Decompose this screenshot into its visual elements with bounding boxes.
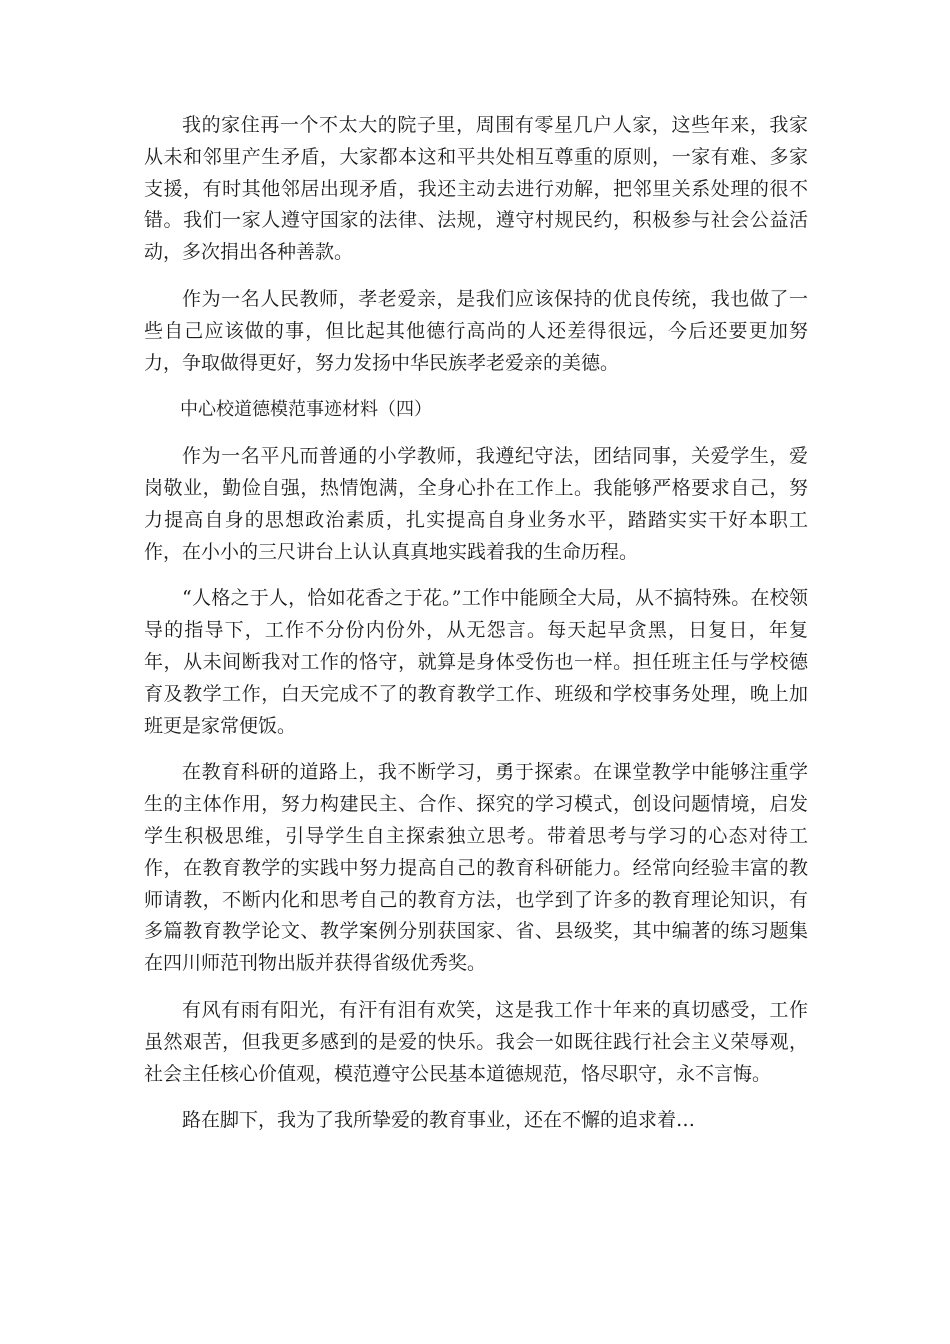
paragraph-ten-years: 有风有雨有阳光，有汗有泪有欢笑，这是我工作十年来的真切感受，工作虽然艰苦，但我更多感到的是爱的快乐。我会一如既往践行社会主义荣辱观，社会主任核心价值观，模范遵守公民基本道德规范，恪尽职守，永不言悔。 — [144, 998, 808, 1085]
paragraph-filial-piety: 作为一名人民教师，孝老爱亲，是我们应该保持的优良传统，我也做了一些自己应该做的事，但比起其他德行高尚的人还差得很远，今后还要更加努力，争取做得更好，努力发扬中华民族孝老爱亲的美德。 — [144, 287, 808, 374]
paragraph-education-research: 在教育科研的道路上，我不断学习，勇于探索。在课堂教学中能够注重学生的主体作用，努力构建民主、合作、探究的学习模式，创设问题情境，启发学生积极思维，引导学生自主探索独立思考。带着思考与学习的心态对待工作，在教育教学的实践中努力提高自己的教育科研能力。经常向经验丰富的教师请教，不断内化和思考自己的教育方法，也学到了许多的教育理论知识，有多篇教育教学论文、教学案例分别获国家、省、县级奖，其中编著的练习题集在四川师范刊物出版并获得省级优秀奖。 — [144, 761, 808, 975]
paragraph-closing: 路在脚下，我为了我所挚爱的教育事业，还在不懈的追求着… — [182, 1109, 696, 1132]
section-title: 中心校道德模范事迹材料（四） — [180, 399, 432, 421]
paragraph-character-quote: “人格之于人，恰如花香之于花。”工作中能顾全大局，从不搞特殊。在校领导的指导下，工作不分份内份外，从无怨言。每天起早贪黑，日复日，年复年，从未间断我对工作的恪守，就算是身体受伤也一样。担任班主任与学校德育及教学工作，白天完成不了的教育教学工作、班级和学校事务处理，晚上加班更是家常便饭。 — [144, 587, 808, 737]
paragraph-neighbors: 我的家住再一个不太大的院子里，周围有零星几户人家，这些年来，我家从未和邻里产生矛盾，大家都本这和平共处相互尊重的原则，一家有难、多家支援，有时其他邻居出现矛盾，我还主动去进行劝解，把邻里关系处理的很不错。我们一家人遵守国家的法律、法规，遵守村规民约，积极参与社会公益活动，多次捐出各种善款。 — [144, 114, 808, 264]
document-body — [144, 110, 808, 1152]
paragraph-ordinary-teacher: 作为一名平凡而普通的小学教师，我遵纪守法，团结同事，关爱学生，爱岗敬业，勤俭自强，热情饱满，全身心扑在工作上。我能够严格要求自己，努力提高自身的思想政治素质，扎实提高自身业务水平，踏踏实实干好本职工作，在小小的三尺讲台上认认真真地实践着我的生命历程。 — [144, 445, 808, 563]
